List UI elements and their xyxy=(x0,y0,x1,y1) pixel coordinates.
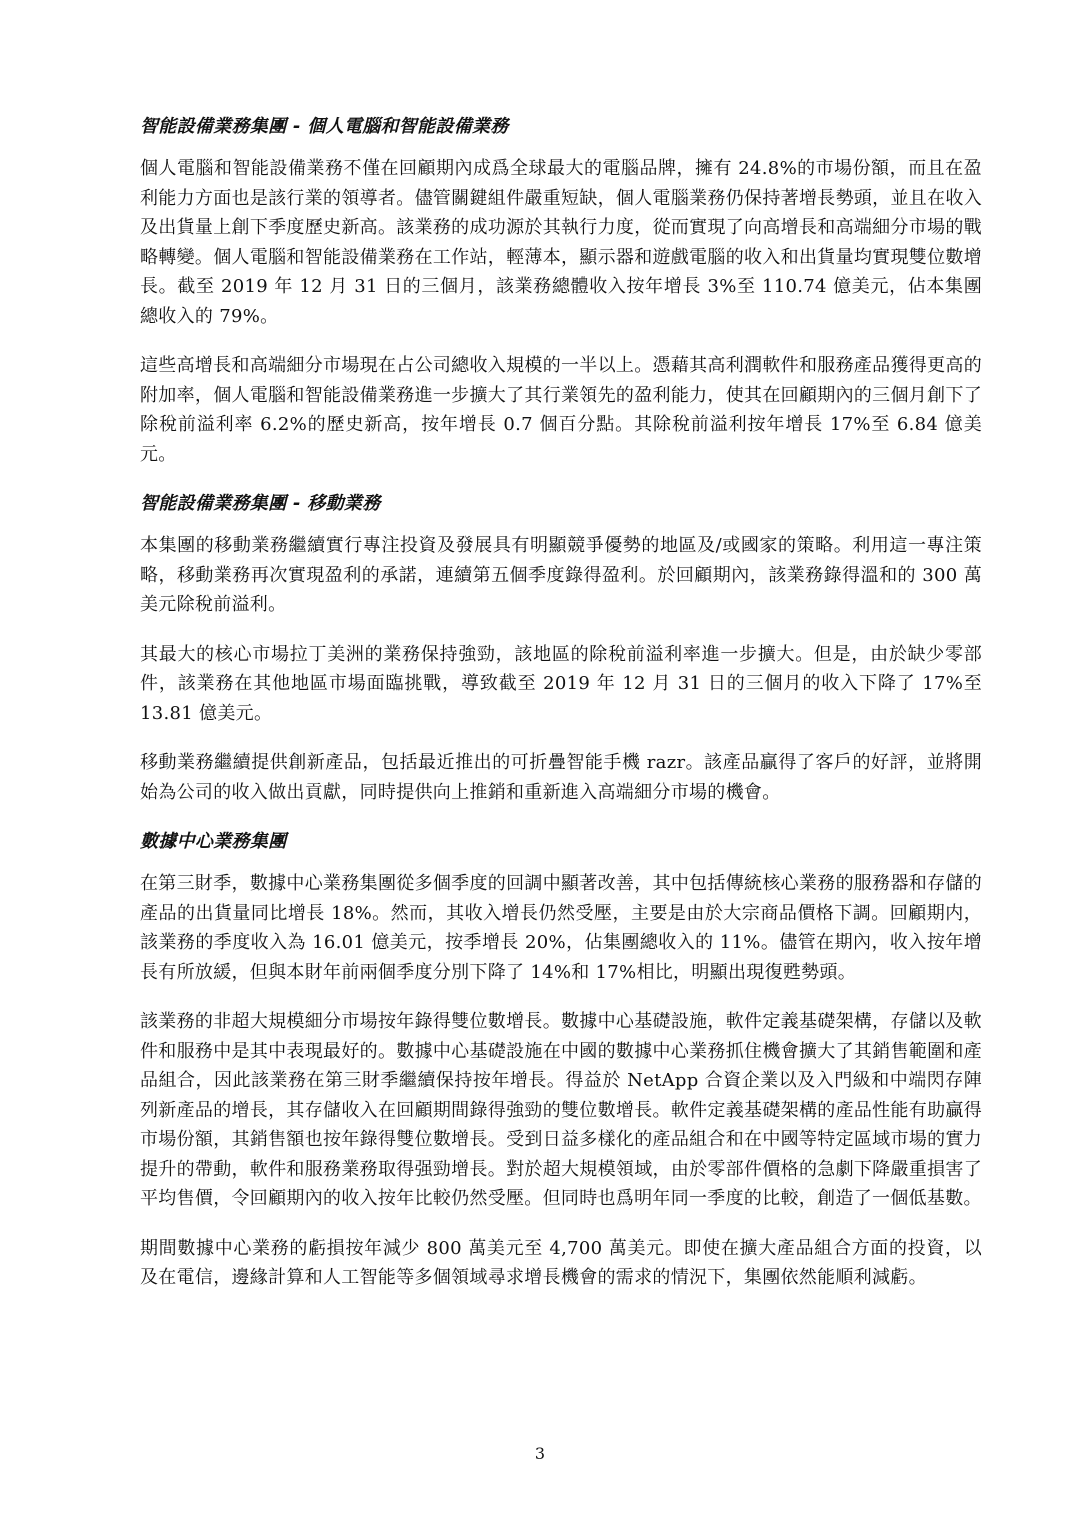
document-page xyxy=(140,112,982,1313)
paragraph: 期間數據中心業務的虧損按年減少 800 萬美元至 4,700 萬美元。即使在擴大產品組合方面的投資，以及在電信，邊緣計算和人工智能等多個領域尋求增長機會的需求的情況下，集團依然能順利減虧。 xyxy=(140,1237,982,1288)
section-data-center xyxy=(140,827,982,1293)
section-pc-smart-devices xyxy=(140,112,982,469)
paragraph: 個人電腦和智能設備業務不僅在回顧期內成爲全球最大的電腦品牌，擁有 24.8%的市場份額，而且在盈利能力方面也是該行業的領導者。儘管關鍵組件嚴重短缺，個人電腦業務仍保持著增長勢頭，並且在收入及出貨量上創下季度歷史新高。該業務的成功源於其執行力度，從而實現了向高增長和高端細分市場的戰略轉變。個人電腦和智能設備業務在工作站，輕薄本，顯示器和遊戲電腦的收入和出貨量均實現雙位數增長。截至 2019 年 12 月 31 日的三個月，該業務總體收入按年增長 3%至 110.74 億美元，佔本集團總收入的 79%。 xyxy=(140,158,982,327)
paragraph: 本集團的移動業務繼續實行專注投資及發展具有明顯競爭優勢的地區及/或國家的策略。利用這一專注策略，移動業務再次實現盈利的承諾，連續第五個季度錄得盈利。於回顧期內，該業務錄得溫和的 300 萬美元除稅前溢利。 xyxy=(140,535,982,615)
section-mobile-business xyxy=(140,489,982,807)
paragraph: 其最大的核心市場拉丁美洲的業務保持強勁，該地區的除稅前溢利率進一步擴大。但是，由於缺少零部件，該業務在其他地區市場面臨挑戰，導致截至 2019 年 12 月 31 日的三個月的收入下降了 17%至 13.81 億美元。 xyxy=(140,643,982,724)
paragraph: 這些高增長和高端細分市場現在占公司總收入規模的一半以上。憑藉其高利潤軟件和服務產品獲得更高的附加率，個人電腦和智能設備業務進一步擴大了其行業領先的盈利能力，使其在回顧期內的三個月創下了除稅前溢利率 6.2%的歷史新高，按年增長 0.7 個百分點。其除稅前溢利按年增長 17%至 6.84 億美元。 xyxy=(140,355,982,465)
paragraph: 移動業務繼續提供創新產品，包括最近推出的可折疊智能手機 razr。該產品贏得了客戶的好評，並將開始為公司的收入做出貢獻，同時提供向上推銷和重新進入高端細分市場的機會。 xyxy=(140,752,982,803)
page-number: 3 xyxy=(534,1444,546,1463)
section-heading: 智能設備業務集團 - 移動業務 xyxy=(140,493,381,514)
paragraph: 該業務的非超大規模細分市場按年錄得雙位數增長。數據中心基礎設施，軟件定義基礎架構，存儲以及軟件和服務中是其中表現最好的。數據中心基礎設施在中國的數據中心業務抓住機會擴大了其銷售範圍和產品組合，因此該業務在第三財季繼續保持按年增長。得益於 NetApp 合資企業以及入門級和中端閃存陣列新產品的增長，其存儲收入在回顧期間錄得強勁的雙位數增長。軟件定義基礎架構的產品性能有助贏得市場份額，其銷售額也按年錄得雙位數增長。受到日益多樣化的產品組合和在中國等特定區域市場的實力提升的帶動，軟件和服務業務取得强勁增長。對於超大規模領域，由於零部件價格的急劇下降嚴重損害了平均售價，令回顧期內的收入按年比較仍然受壓。但同時也爲明年同一季度的比較，創造了一個低基數。 xyxy=(140,1011,982,1209)
paragraph: 在第三財季，數據中心業務集團從多個季度的回調中顯著改善，其中包括傳統核心業務的服務器和存儲的產品的出貨量同比增長 18%。然而，其收入增長仍然受壓，主要是由於大宗商品價格下調。回顧期内，該業務的季度收入為 16.01 億美元，按季增長 20%，佔集團總收入的 11%。儘管在期內，收入按年增長有所放緩，但與本財年前兩個季度分別下降了 14%和 17%相比，明顯出現復甦勢頭。 xyxy=(140,873,982,983)
section-heading: 智能設備業務集團 - 個人電腦和智能設備業務 xyxy=(140,116,509,137)
section-heading: 數據中心業務集團 xyxy=(140,831,287,852)
